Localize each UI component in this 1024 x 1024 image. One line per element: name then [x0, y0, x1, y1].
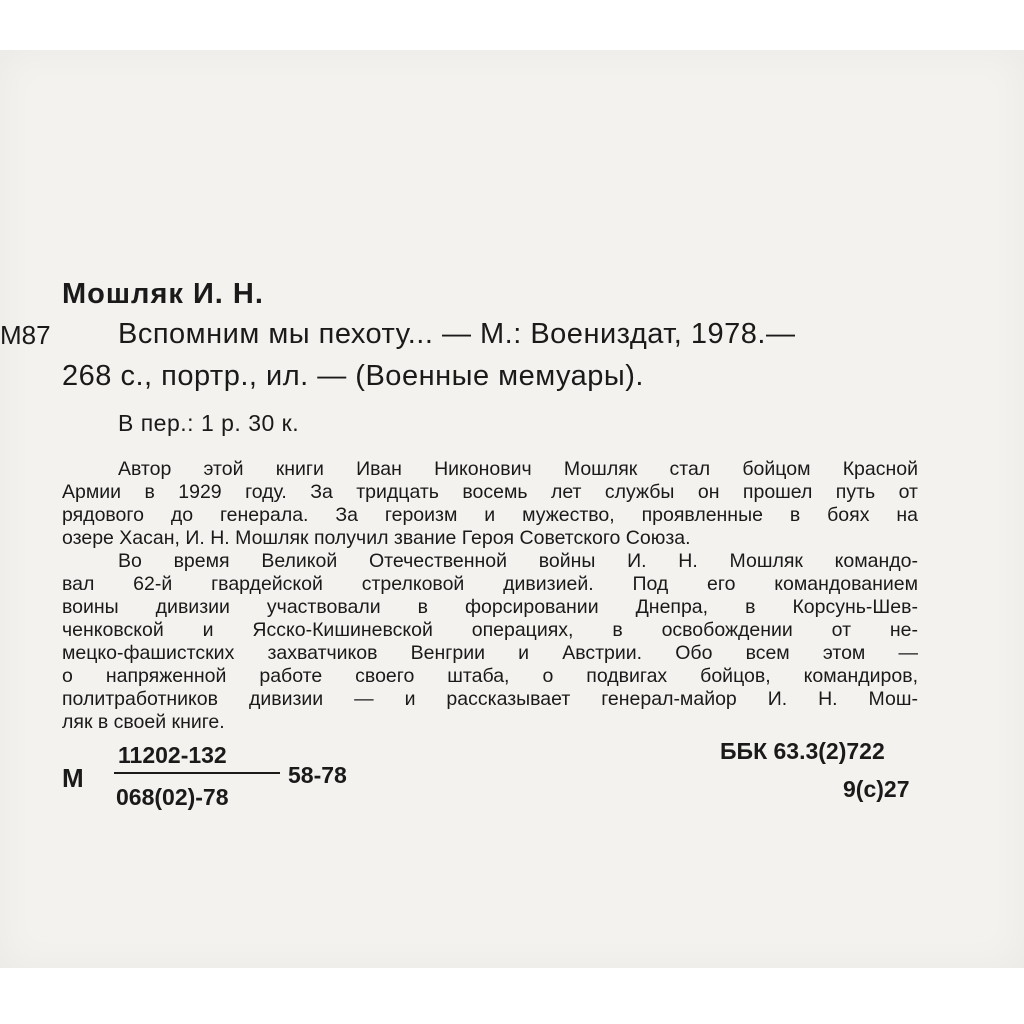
annotation-line: озере Хасан, И. Н. Мошляк получил звание Героя Советского Союза.: [62, 527, 691, 549]
title-line-2: 268 с., портр., ил. — (Военные мемуары).: [62, 360, 644, 392]
index-letter: М: [62, 763, 84, 793]
index-denominator: 068(02)-78: [116, 784, 229, 810]
annotation-line: Армии в 1929 году. За тридцать восемь лет службы он прошел путь от: [62, 481, 918, 503]
bbk-subcode: 9(с)27: [843, 776, 910, 802]
bbk-code: ББК 63.3(2)722: [720, 738, 885, 764]
classification-code: М87: [0, 320, 51, 350]
annotation-line: о напряженной работе своего штаба, о подвигах бойцов, командиров,: [62, 665, 918, 687]
annotation-line: мецко-фашистских захватчиков Венгрии и Австрии. Обо всем этом —: [62, 642, 918, 664]
index-suffix: 58-78: [288, 762, 347, 788]
annotation-block: [62, 458, 918, 734]
annotation-line: Во время Великой Отечественной войны И. Н. Мошляк командо-: [118, 550, 918, 572]
annotation-line: воины дивизии участвовали в форсировании Днепра, в Корсунь-Шев-: [62, 596, 918, 618]
index-numerator: 11202-132: [118, 742, 227, 768]
annotation-line: рядового до генерала. За героизм и мужество, проявленные в боях на: [62, 504, 918, 526]
annotation-line: вал 62-й гвардейской стрелковой дивизией. Под его командованием: [62, 573, 918, 595]
author-name: Мошляк И. Н.: [62, 278, 264, 310]
annotation-line: ченковской и Ясско-Кишиневской операциях, в освобождении от не-: [62, 619, 918, 641]
title-line-1: Вспомним мы пехоту... — М.: Воениздат, 1978.—: [118, 318, 796, 350]
annotation-line: политработников дивизии — и рассказывает генерал-майор И. Н. Мош-: [62, 688, 918, 710]
annotation-line: ляк в своей книге.: [62, 711, 225, 733]
price-line: В пер.: 1 р. 30 к.: [118, 410, 300, 436]
fraction-rule: [114, 772, 280, 774]
annotation-line: Автор этой книги Иван Никонович Мошляк стал бойцом Красной: [118, 458, 918, 480]
